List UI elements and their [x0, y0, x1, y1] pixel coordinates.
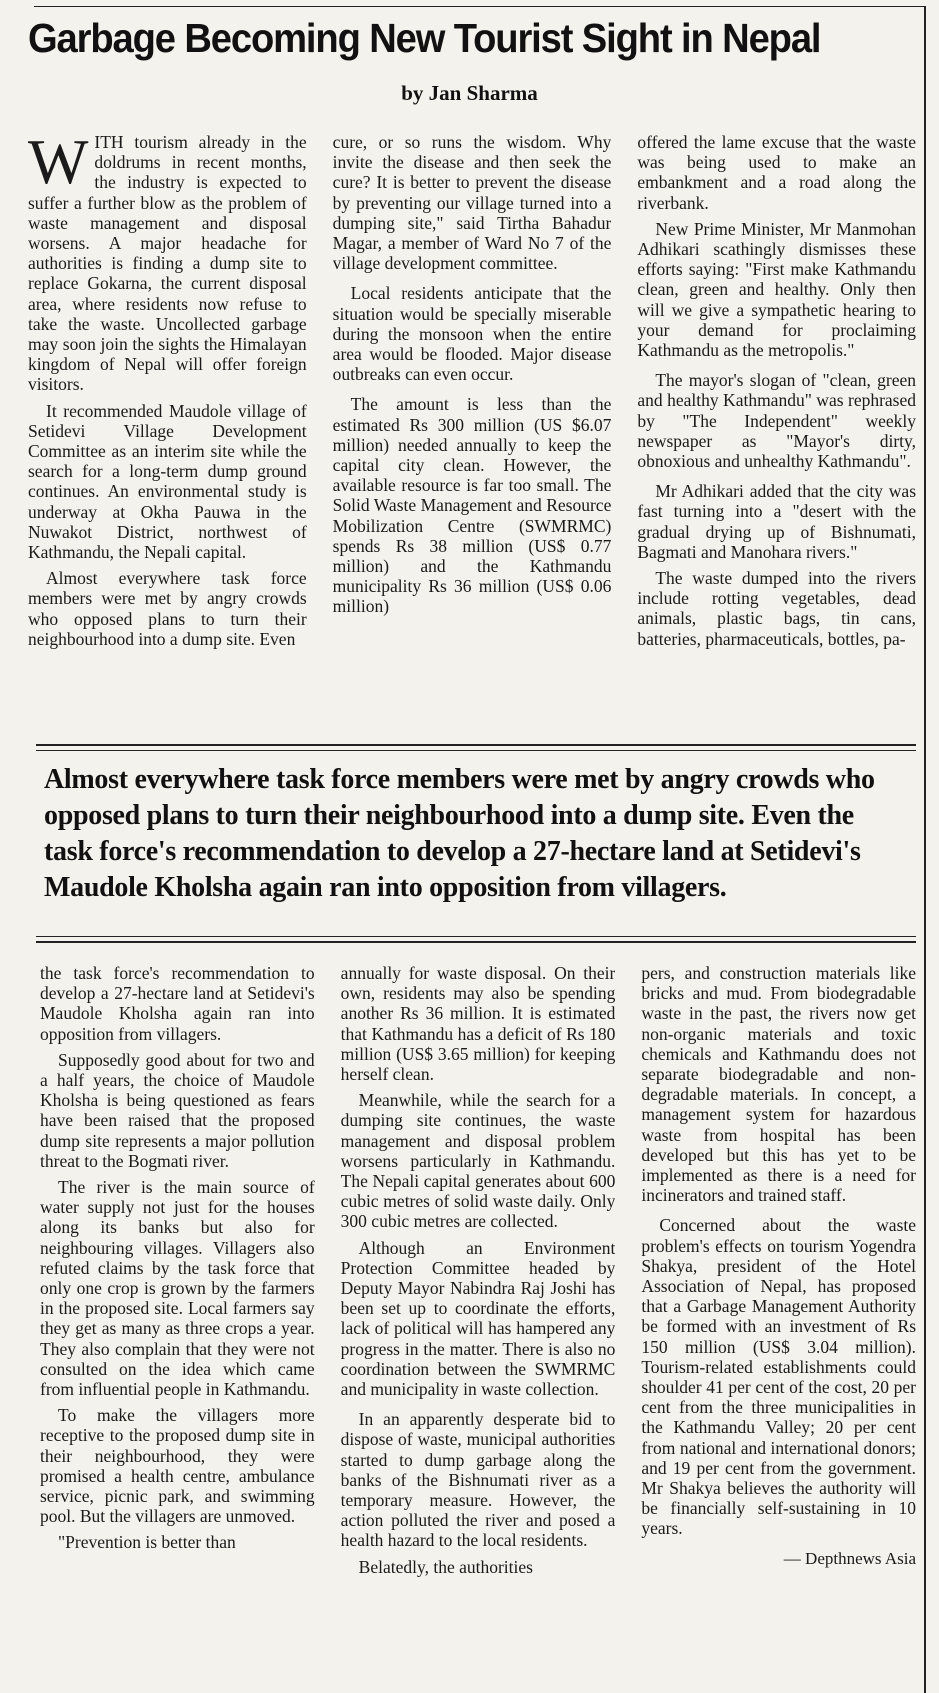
paragraph	[28, 132, 307, 395]
paragraph: offered the lame excuse that the waste was being used to make an embankment and a road along the riverbank.	[637, 132, 917, 213]
paragraph: annually for waste disposal. On their own, residents may also be spending another Rs 36 million. It is estimated that Kathmandu has a deficit of Rs 180 million (US$ 3.65 million) for keeping herself clean.	[340, 963, 616, 1085]
bottom-columns	[40, 963, 916, 1688]
paragraph: Belatedly, the authorities	[358, 1556, 533, 1577]
pull-quote-rule-bottom-thin	[36, 936, 916, 937]
paragraph: Almost everywhere task force members were met by angry crowds who opposed plans to turn their neighbourhood into a dump site. Even	[28, 568, 307, 649]
top-columns	[28, 132, 916, 732]
paragraph: Concerned about the waste problem's effects on tourism Yogendra Shakya, president of the Hotel Association of Nepal, has proposed that a Garbage Management Authority be formed with an investment of Rs 150 million (US$ 3.04 million). Tourism-related establishments could shoulder 41 per cent of the cost, 20 per cent from the three municipalities in the Kathmandu Valley; 20 per cent from national and international donors; and 19 per cent from the government. Mr Shakya believes the authority will be financially self-sustaining in 10 years.	[641, 1215, 917, 1539]
headline: Garbage Becoming New Tourist Sight in Nepal	[28, 15, 821, 61]
pull-quote-rule-bottom	[36, 941, 916, 943]
paragraph-text: ITH tourism already in the doldrums in recent months, the industry is expected to suffer a further blow as the problem of waste management and disposal worsens. A major headache for authorities is finding a dump site to replace Gokarna, the current disposal area, where residents now refuse to take the waste. Uncollected garbage may soon join the sights the Himalayan kingdom of Nepal will offer foreign visitors.	[28, 132, 307, 395]
paragraph: The waste dumped into the rivers include rotting vegetables, dead animals, plastic bags, tin cans, batteries, pharmaceuticals, bottles, pa-	[637, 568, 917, 649]
paragraph: The amount is less than the estimated Rs 300 million (US $6.07 million) needed annually to keep the capital city clean. However, the available resource is far too small. The Solid Waste Management and Resource Mobilization Centre (SWMRMC) spends Rs 38 million (US$ 0.77 million) and the Kathmandu municipality Rs 36 million (US$ 0.06 million)	[332, 394, 612, 617]
bottom-column-3	[641, 963, 916, 1688]
top-column-1	[28, 132, 307, 732]
paragraph: In an apparently desperate bid to dispose of waste, municipal authorities started to dump garbage along the banks of the Bishnumati river as a temporary measure. However, the action polluted the river and posed a health hazard to the local residents.	[340, 1409, 616, 1551]
pull-quote: Almost everywhere task force members were met by angry crowds who opposed plans to turn their neighbourhood into a dump site. Even the task force's recommendation to develop a 27-hectare land at Setidevi's Maudole Kholsha again ran into opposition from villagers.	[44, 764, 875, 903]
top-column-3	[637, 132, 916, 732]
paragraph: Local residents anticipate that the situation would be specially miserable during the monsoon when the entire area would be flooded. Major disease outbreaks can even occur.	[332, 283, 612, 385]
paragraph: It recommended Maudole village of Setidevi Village Development Committee as an interim site while the search for a long-term dump ground continues. An environmental study is underway at Okha Pauwa in the Nuwakot District, northwest of Kathmandu, the Nepali capital.	[28, 400, 307, 563]
paragraph: pers, and construction materials like bricks and mud. From biodegradable waste in the past, the rivers now get non-organic materials and toxic chemicals and Kathmandu does not separate biodegradable and non-degradable materials. In concept, a management system for hazardous waste from hospital has been developed but this has yet to be implemented as there is a need for incinerators and trained staff.	[641, 963, 917, 1206]
paragraph: Supposedly good about for two and a half years, the choice of Maudole Kholsha is being questioned as fears have been raised that the proposed dump site represents a major pollution threat to the Bogmati river.	[40, 1049, 315, 1171]
paragraph: To make the villagers more receptive to the proposed dump site in their neighbourhood, they were promised a health centre, ambulance service, picnic park, and swimming pool. But the villagers are unmoved.	[40, 1405, 315, 1527]
top-column-2	[333, 132, 612, 732]
paragraph: Mr Adhikari added that the city was fast turning into a "desert with the gradual drying up of Bishnumati, Bagmati and Manohara rivers."	[637, 481, 917, 562]
paragraph: cure, or so runs the wisdom. Why invite the disease and then seek the cure? It is better to prevent the disease by preventing our village turned into a dumping site," said Tirtha Bahadur Magar, a member of Ward No 7 of the village development committee.	[332, 132, 612, 274]
paragraph: Meanwhile, while the search for a dumping site continues, the waste management and disposal problem worsens particularly in Kathmandu. The Nepali capital generates about 600 cubic metres of solid waste daily. Only 300 cubic metres are collected.	[340, 1090, 616, 1232]
paragraph: "Prevention is better than	[58, 1532, 236, 1553]
paragraph: The mayor's slogan of "clean, green and healthy Kathmandu" was rephrased by "The Independent" weekly newspaper as "Mayor's dirty, obnoxious and unhealthy Kathmandu".	[637, 370, 917, 472]
bottom-column-2	[341, 963, 616, 1688]
byline: by Jan Sharma	[401, 81, 538, 105]
paragraph: New Prime Minister, Mr Manmohan Adhikari scathingly dismisses these efforts saying: "First make Kathmandu clean, green and healthy. Only then will we give a sympathetic hearing to your demand for proclaiming Kathmandu as the metropolis."	[637, 218, 917, 361]
pull-quote-rule-top	[36, 744, 916, 746]
pull-quote-rule-top-thin	[36, 750, 916, 751]
source-credit: — Depthnews Asia	[783, 1548, 917, 1568]
paragraph: Although an Environment Protection Committee headed by Deputy Mayor Nabindra Raj Joshi has been set up to coordinate the efforts, lack of political will has hampered any progress in the matter. There is also no coordination between the SWMRMC and municipality in waste collection.	[340, 1237, 616, 1400]
right-border-rule	[924, 6, 926, 1693]
paragraph: the task force's recommendation to develop a 27-hectare land at Setidevi's Maudole Kholsha again ran into opposition from villagers.	[40, 963, 315, 1044]
top-border-rule	[34, 6, 924, 7]
paragraph: The river is the main source of water supply not just for the houses along its banks but also for neighbouring villages. Villagers also refuted claims by the task force that only one crop is grown by the farmers in the proposed site. Local farmers say they get as many as three crops a year. They also complain that they were not consulted on the idea which came from influential people in Kathmandu.	[40, 1177, 315, 1400]
drop-cap: W	[28, 132, 89, 197]
bottom-column-1	[40, 963, 315, 1688]
